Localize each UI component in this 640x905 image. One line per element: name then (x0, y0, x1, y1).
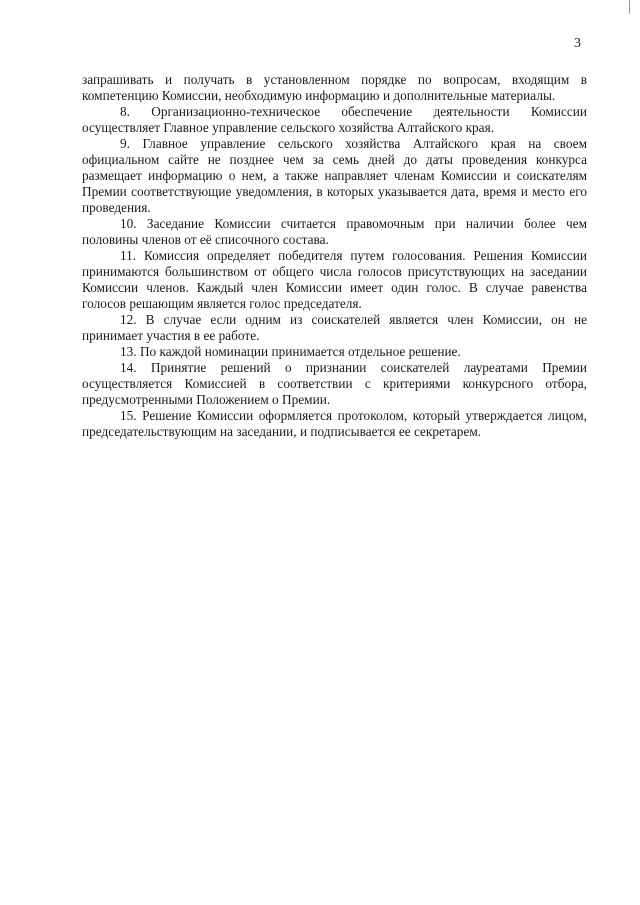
paragraph-8: 8. Организационно-техническое обеспечение деятельности Комиссии осуществляет Главное управление сельского хозяйства Алтайского края. (82, 104, 587, 135)
paragraph-14: 14. Принятие решений о признании соискателей лауреатами Премии осуществляется Комиссией в соответствии с критериями конкурсного отбора, предусмотренными Положением о Премии. (82, 360, 587, 407)
paragraph-9: 9. Главное управление сельского хозяйства Алтайского края на своем официальном сайте не позднее чем за семь дней до даты проведения конкурса размещает информацию о нем, а также направляет членам Комиссии и соискателям Премии соответствующие уведомления, в которых указывается дата, время и место его проведения. (82, 136, 587, 215)
paragraph-15: 15. Решение Комиссии оформляется протоколом, который утверждается лицом, председательствующим на заседании, и подписывается ее секретарем. (82, 408, 587, 439)
document-body (82, 72, 587, 440)
scan-edge-mark (629, 0, 630, 14)
paragraph-11: 11. Комиссия определяет победителя путем голосования. Решения Комиссии принимаются большинством от общего числа голосов присутствующих на заседании Комиссии членов. Каждый член Комиссии имеет один голос. В случае равенства голосов решающим является голос председателя. (82, 248, 587, 311)
paragraph-13: 13. По каждой номинации принимается отдельное решение. (120, 344, 461, 359)
paragraph-10: 10. Заседание Комиссии считается правомочным при наличии более чем половины членов от её списочного состава. (82, 216, 587, 247)
paragraph-7-continuation: запрашивать и получать в установленном порядке по вопросам, входящим в компетенцию Комиссии, необходимую информацию и дополнительные материалы. (82, 72, 587, 103)
page-number: 3 (574, 36, 581, 51)
paragraph-12: 12. В случае если одним из соискателей является член Комиссии, он не принимает участия в ее работе. (82, 312, 587, 343)
